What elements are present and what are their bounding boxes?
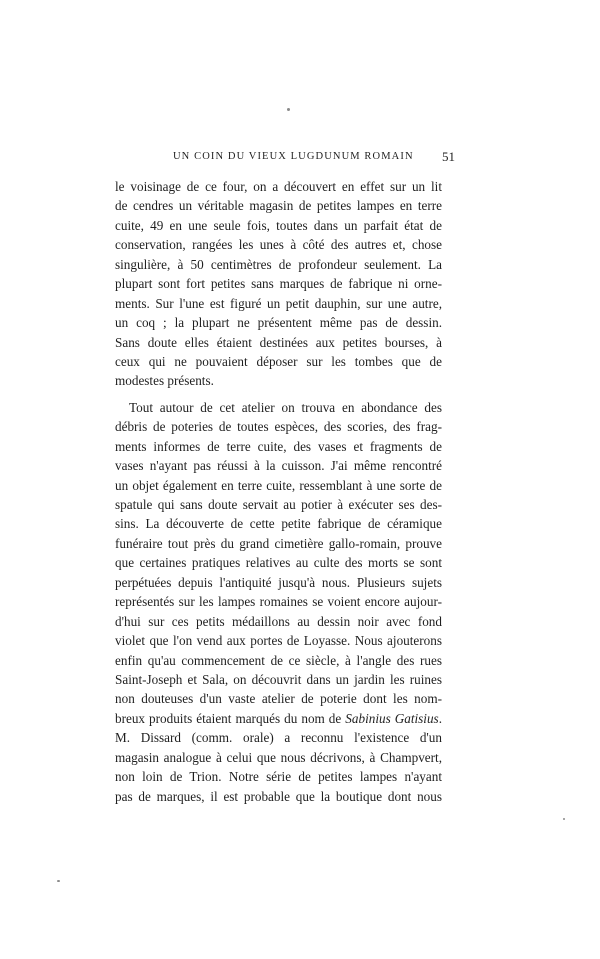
text-line: non loin de Trion. Notre série de petites lampes n'ayant: [115, 769, 442, 785]
text-line: modestes présents.: [115, 373, 214, 389]
text-line: magasin analogue à celui que nous décrivons, à Champvert,: [115, 749, 442, 765]
text-line: vases n'ayant pas réussi à la cuisson. J'ai même rencontré: [115, 458, 442, 474]
text-line: M. Dissard (comm. orale) a reconnu l'existence d'un: [115, 730, 442, 746]
text-line: le voisinage de ce four, on a découvert en effet sur un lit: [115, 179, 442, 194]
text-line: Sans doute elles étaient destinées aux petites bourses, à: [115, 334, 442, 350]
page-header: [115, 149, 455, 167]
text-line: un objet également en terre cuite, ressemblant à une sorte de: [115, 477, 442, 493]
body-text: [115, 177, 442, 806]
text-line: que certaines pratiques relatives au culte des morts se sont: [115, 555, 442, 571]
text-line: spatule qui sans doute servait au potier à exécuter ses des-: [115, 497, 442, 512]
text-line: sins. La découverte de cette petite fabrique de céramique: [115, 516, 442, 532]
text-line: enfin qu'au commencement de ce siècle, à l'angle des rues: [115, 652, 442, 668]
text-line: représentés sur les lampes romaines se voient encore aujour-: [115, 594, 442, 610]
paragraph-1: [115, 177, 442, 391]
text-line: cuite, 49 en une seule fois, toutes dans un parfait état de: [115, 217, 442, 233]
paragraph-2: [115, 398, 442, 806]
running-head: UN COIN DU VIEUX LUGDUNUM ROMAIN: [173, 151, 414, 162]
scan-speck: [57, 880, 60, 882]
text-line: Saint-Joseph et Sala, on découvrit dans un jardin les ruines: [115, 671, 442, 687]
text-line: ments. Sur l'une est figuré un petit dauphin, sur une autre,: [115, 295, 442, 311]
scan-speck: [563, 818, 565, 820]
text-line: funéraire tout près du grand cimetière gallo-romain, prouve: [115, 535, 442, 551]
text-line: un coq ; la plupart ne présentent même pas de dessin.: [115, 315, 442, 331]
page-number: 51: [442, 149, 455, 164]
text-line: pas de marques, il est probable que la boutique dont nous: [115, 788, 442, 804]
text-line: de cendres un véritable magasin de petites lampes en terre: [115, 198, 442, 214]
text-line: conservation, rangées les unes à côté des autres et, chose: [115, 237, 442, 253]
text-line: perpétuées depuis l'antiquité jusqu'à nous. Plusieurs sujets: [115, 574, 442, 590]
text-line: plupart sont fort petites sans marques de fabrique ni orne-: [115, 276, 442, 292]
text-line: singulière, à 50 centimètres de profondeur seulement. La: [115, 256, 442, 272]
text-line: ments informes de terre cuite, des vases et fragments de: [115, 438, 442, 454]
text-line: Tout autour de cet atelier on trouva en abondance des: [129, 399, 442, 415]
text-line: ceux qui ne pouvaient déposer sur les tombes que de: [115, 353, 442, 369]
text-line: non douteuses d'un vaste atelier de poterie dont les nom-: [115, 691, 442, 707]
text-line: violet que l'on vend aux portes de Loyasse. Nous ajouterons: [115, 633, 442, 649]
text-line: d'hui sur ces petits médaillons au dessin noir avec fond: [115, 613, 442, 629]
text-line: breux produits étaient marqués du nom de Sabinius Gatisius.: [115, 710, 442, 726]
scan-speck: [287, 108, 290, 111]
text-line: débris de poteries de toutes espèces, des scories, des frag-: [115, 419, 442, 435]
